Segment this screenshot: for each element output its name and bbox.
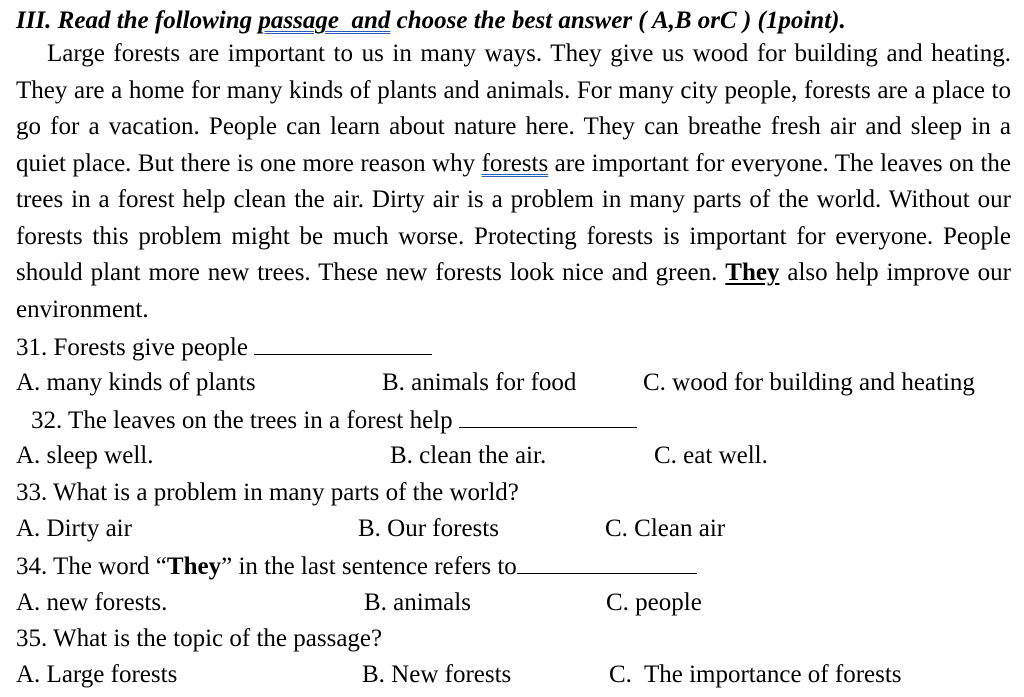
option-31-a: A. many kinds of plants bbox=[16, 369, 256, 396]
question-34 bbox=[16, 549, 697, 584]
passage-forests-word: forests bbox=[481, 149, 549, 177]
question-31 bbox=[16, 330, 432, 365]
answer-blank-32 bbox=[459, 403, 637, 428]
question-34-they-word: They bbox=[166, 553, 222, 580]
heading-suffix: choose the best answer ( A,B orC ) (1point). bbox=[390, 7, 846, 34]
option-31-c: C. wood for building and heating bbox=[643, 369, 975, 396]
heading-passage-word: passage bbox=[258, 7, 339, 34]
option-31-b: B. animals for food bbox=[382, 369, 577, 396]
heading-and-word: and bbox=[351, 7, 391, 34]
option-35-b: B. New forests bbox=[362, 661, 512, 688]
heading-prefix: III. Read the following bbox=[16, 7, 259, 34]
reading-passage bbox=[16, 36, 1011, 328]
passage-part-3: also help improve our environment. bbox=[16, 259, 1011, 323]
option-33-c: C. Clean air bbox=[605, 515, 726, 542]
passage-part-1: Large forests are important to us in many ways. They give us wood for building and heating. They are a home for many kinds of plants and animals. For many city people, forests are a place to go for a vacation. People can learn about nature here. They can breathe fresh air and sleep in a quiet place. But there is one more reason why bbox=[16, 40, 1011, 177]
question-33: 33. What is a problem in many parts of the world? bbox=[16, 479, 519, 506]
option-32-b: B. clean the air. bbox=[390, 442, 547, 469]
option-32-a: A. sleep well. bbox=[16, 442, 154, 469]
question-35: 35. What is the topic of the passage? bbox=[16, 625, 383, 652]
option-33-a: A. Dirty air bbox=[16, 515, 132, 542]
heading-gap bbox=[339, 7, 352, 34]
passage-part-2: are important for everyone. The leaves on the trees in a forest help clean the air. Dirty air is a problem in many parts of the world. Without our forests this problem might be much worse. Protecting forests is important for everyone. People should plant more new trees. These new forests look nice and green. bbox=[16, 149, 1011, 286]
answer-blank-34 bbox=[517, 549, 697, 574]
section-heading bbox=[16, 4, 846, 38]
question-34-text-post: ” in the last sentence refers to bbox=[221, 553, 517, 580]
question-32 bbox=[31, 403, 637, 438]
question-34-text-pre: 34. The word “ bbox=[16, 553, 167, 580]
option-35-c: C. The importance of forests bbox=[609, 661, 902, 688]
option-35-a: A. Large forests bbox=[16, 661, 178, 688]
passage-they-word: They bbox=[725, 259, 780, 286]
option-33-b: B. Our forests bbox=[358, 515, 499, 542]
answer-blank-31 bbox=[254, 330, 432, 355]
question-31-text: 31. Forests give people bbox=[16, 334, 255, 361]
question-32-text: 32. The leaves on the trees in a forest help bbox=[31, 407, 459, 434]
option-34-c: C. people bbox=[606, 589, 702, 616]
option-32-c: C. eat well. bbox=[654, 442, 768, 469]
option-34-a: A. new forests. bbox=[16, 589, 168, 616]
option-34-b: B. animals bbox=[364, 589, 471, 616]
